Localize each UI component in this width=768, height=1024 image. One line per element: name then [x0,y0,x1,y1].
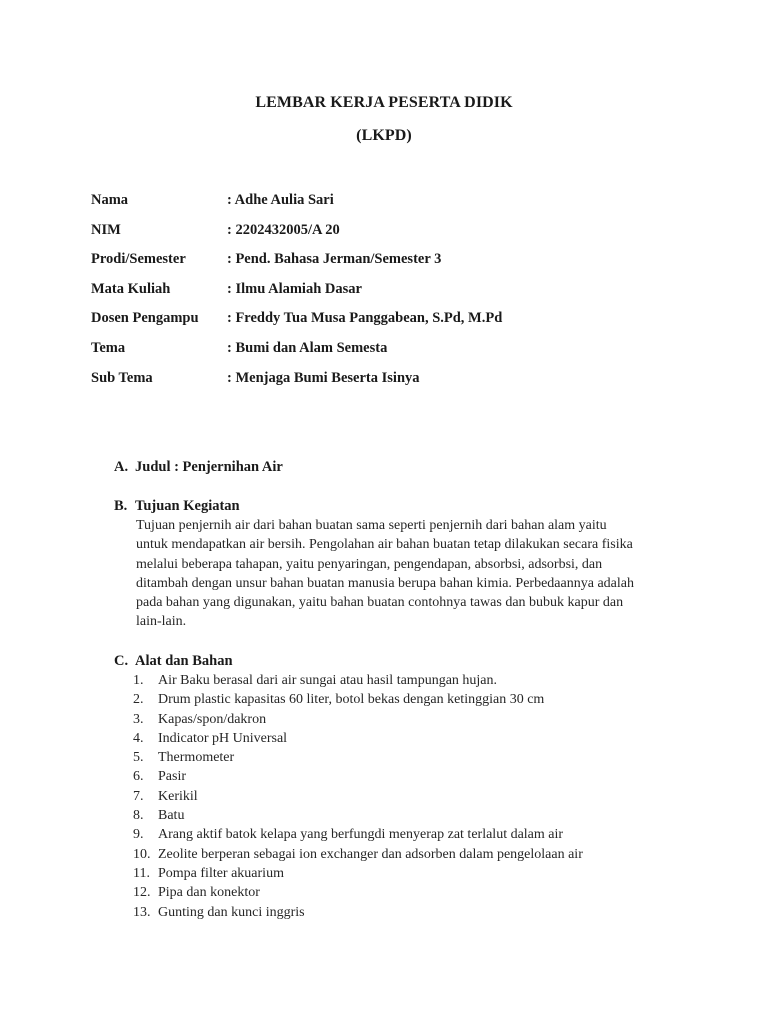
list-number: 2. [133,692,144,708]
materials-list [114,671,684,922]
list-item [114,729,684,748]
info-label: Dosen Pengampu [91,310,199,327]
list-item [114,748,684,767]
list-text: Pompa filter akuarium [158,865,284,881]
section-judul [114,457,684,477]
list-number: 8. [133,808,144,824]
section-tujuan-kegiatan [114,496,684,632]
info-value: : Menjaga Bumi Beserta Isinya [227,369,420,386]
section-letter: A. [114,459,129,475]
list-item [114,767,684,786]
list-text: Thermometer [158,750,235,766]
info-label: Sub Tema [91,369,153,386]
info-value: : Ilmu Alamiah Dasar [227,280,362,297]
list-number: 5. [133,750,144,766]
list-number: 11. [133,865,150,881]
list-text: Pasir [158,769,186,785]
document-subtitle: (LKPD) [356,127,412,144]
info-label: Nama [91,192,129,208]
section-heading [114,651,684,671]
section-letter: B. [114,498,128,514]
list-item [114,710,684,729]
list-text: Pipa dan konektor [158,885,260,901]
list-number: 6. [133,769,144,785]
info-label: NIM [91,221,121,238]
info-row-tema [91,338,691,368]
list-text: Drum plastic kapasitas 60 liter, botol bekas dengan ketinggian 30 cm [158,692,545,708]
list-number: 10. [133,846,151,862]
list-item [114,690,684,709]
paragraph-line: Tujuan penjernih air dari bahan buatan sama seperti penjernih dari bahan alam yaitu [136,518,607,533]
section-letter: C. [114,653,129,669]
list-text: Gunting dan kunci inggris [158,904,305,920]
paragraph-line: lain-lain. [136,614,187,630]
info-label: Mata Kuliah [91,280,171,297]
list-number: 12. [133,885,151,901]
info-label: Tema [91,339,126,356]
list-item [114,864,684,883]
section-title: Alat dan Bahan [135,653,233,669]
list-item [114,671,684,690]
section-alat-dan-bahan [114,651,684,922]
info-value: : 2202432005/A 20 [227,221,340,238]
list-item [114,825,684,844]
list-item [114,787,684,806]
list-number: 7. [133,788,144,804]
info-row-mata-kuliah [91,279,691,309]
info-label: Prodi/Semester [91,251,186,268]
list-text: Indicator pH Universal [158,730,288,746]
list-item [114,806,684,825]
section-title: Tujuan Kegiatan [135,498,240,514]
list-number: 9. [133,827,144,843]
info-value: : Bumi dan Alam Semesta [227,339,388,356]
paragraph-line: melalui beberapa tahapan, yaitu penyaringan, pengendapan, absorbsi, adsorbsi, dan [136,556,603,572]
identity-table [91,190,691,397]
list-text: Kapas/spon/dakron [158,711,267,727]
info-row-prodi [91,249,691,279]
info-row-nama [91,190,691,220]
info-value: : Freddy Tua Musa Panggabean, S.Pd, M.Pd [227,310,503,327]
list-text: Batu [158,808,185,824]
info-value: : Adhe Aulia Sari [227,192,334,208]
section-heading [114,457,684,477]
list-item [114,903,684,922]
section-paragraph [114,516,676,632]
document-title: LEMBAR KERJA PESERTA DIDIK [255,94,513,111]
list-number: 13. [133,904,151,920]
list-number: 4. [133,730,144,746]
list-number: 1. [133,673,144,688]
list-item [114,883,684,902]
list-number: 3. [133,711,144,727]
list-item [114,845,684,864]
section-title: Judul : Penjernihan Air [135,459,283,475]
paragraph-line: ditambah dengan unsur bahan buatan manusia berupa bahan kimia. Perbedaannya adalah [136,575,634,591]
list-text: Zeolite berperan sebagai ion exchanger dan adsorben dalam pengelolaan air [158,846,583,862]
list-text: Air Baku berasal dari air sungai atau hasil tampungan hujan. [158,673,498,688]
info-row-dosen [91,308,691,338]
info-value: : Pend. Bahasa Jerman/Semester 3 [227,251,442,268]
info-row-sub-tema [91,368,691,398]
paragraph-line: pada bahan yang digunakan, yaitu bahan buatan contohnya tawas dan bubuk kapur dan [136,595,624,611]
info-row-nim [91,220,691,250]
section-heading [114,496,684,516]
list-text: Kerikil [158,788,198,804]
list-text: Arang aktif batok kelapa yang berfungdi menyerap zat terlalut dalam air [158,827,564,843]
paragraph-line: untuk mendapatkan air bersih. Pengolahan air bahan buatan tetap dilakukan secara fisika [136,537,633,553]
